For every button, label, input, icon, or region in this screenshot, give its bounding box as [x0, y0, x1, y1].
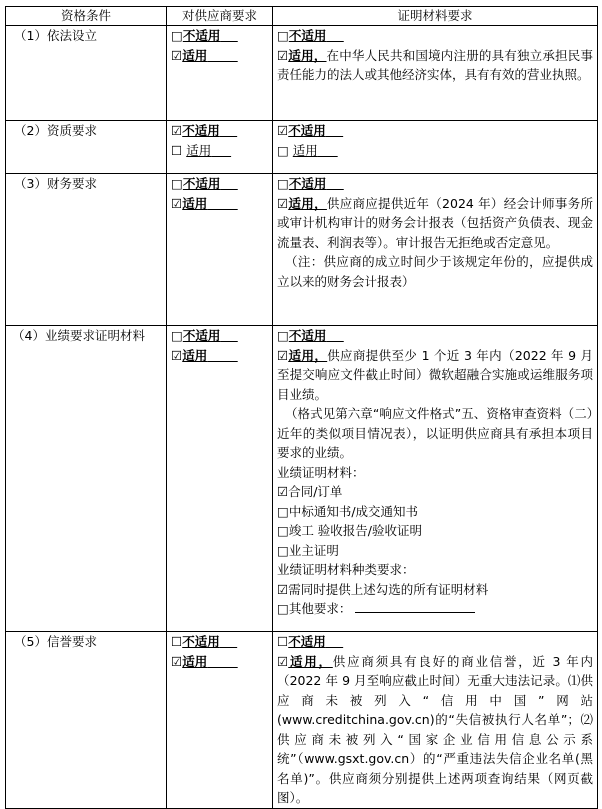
material-item: □业主证明 — [277, 542, 339, 558]
table-header-row — [6, 7, 598, 26]
option-not-applicable: □不适用 — [171, 328, 221, 343]
checkbox-icon: □ — [171, 328, 183, 343]
checked-box-icon: ☑ — [277, 484, 289, 499]
proof-applicable-text: ☑适用，在中华人民共和国境内注册的具有独立承担民事责任能力的法人或其他经济实体，具有有效的营业执照。 — [277, 47, 593, 82]
proof-applicable-text: ☑适用，供应商应提供近年（2024 年）经会计师事务所或审计机构审计的财务会计报表（包括资产负债表、现金流量表、利润表等）。审计报告无拒绝或否定意见。 — [277, 195, 593, 250]
checked-box-icon: ☑ — [171, 195, 183, 211]
checkbox-icon: □ — [277, 142, 289, 158]
option-not-applicable: □不适用 — [171, 28, 221, 43]
checkbox-icon: □ — [277, 542, 289, 558]
condition-cell — [6, 326, 167, 632]
condition-cell — [6, 26, 167, 121]
checked-box-icon: ☑ — [171, 47, 183, 63]
checked-box-icon: ☑ — [277, 581, 289, 597]
option-applicable: ☑适用 — [171, 653, 208, 669]
condition-label: （1）依法设立 — [14, 28, 97, 43]
checked-box-icon: ☑ — [277, 47, 289, 63]
option-applicable: ☐ 适用 — [171, 142, 212, 158]
supplier-requirement-cell — [167, 121, 273, 174]
condition-label: （5）信誉要求 — [14, 634, 97, 649]
checked-box-icon: ☑ — [171, 653, 183, 669]
proof-applicable: □ 适用 — [277, 142, 318, 158]
supplier-requirement-cell — [167, 632, 273, 809]
condition-cell — [6, 632, 167, 809]
option-not-applicable: ☐不适用 — [171, 634, 220, 649]
proof-not-applicable: ☑不适用 — [277, 123, 326, 138]
proof-note: （注：供应商的成立时间少于该规定年份的，应提供成立以来的财务会计报表） — [277, 254, 593, 289]
checkbox-icon: □ — [277, 601, 289, 616]
checkbox-icon: ☐ — [171, 142, 183, 158]
proof-cell — [273, 26, 598, 121]
option-applicable: ☑适用 — [171, 47, 208, 63]
supplier-requirement-cell — [167, 26, 273, 121]
checkbox-icon: □ — [277, 523, 289, 538]
header-proof-requirement: 证明材料要求 — [273, 7, 598, 26]
header-condition: 资格条件 — [6, 7, 167, 26]
checkbox-icon: □ — [277, 176, 289, 191]
option-applicable: ☑适用 — [171, 347, 208, 363]
supplier-requirement-cell — [167, 326, 273, 632]
checkbox-icon: □ — [171, 28, 183, 43]
checked-box-icon: ☑ — [171, 347, 183, 363]
table-row — [6, 632, 598, 809]
proof-cell — [273, 174, 598, 326]
kinds-title: 业绩证明材料种类要求： — [277, 562, 415, 577]
proof-not-applicable: □不适用 — [277, 28, 327, 43]
proof-applicable-text: ☑适用，供应商提供至少 1 个近 3 年内（2022 年 9 月至提交响应文件截止时间）微软超融合实施或运维服务项目业绩。 — [277, 347, 593, 402]
material-item: □竣工 验收报告/验收证明 — [277, 523, 422, 538]
condition-label: （2）资质要求 — [14, 123, 97, 138]
checkbox-icon: □ — [277, 328, 289, 343]
checked-box-icon: ☑ — [277, 653, 289, 669]
material-item: □中标通知书/成交通知书 — [277, 503, 419, 519]
supplier-requirement-cell — [167, 174, 273, 326]
table-row — [6, 26, 598, 121]
checked-box-icon: ☑ — [277, 195, 289, 211]
proof-cell — [273, 632, 598, 809]
qualification-table — [5, 6, 598, 809]
condition-label: （3）财务要求 — [14, 176, 97, 191]
proof-cell — [273, 326, 598, 632]
proof-not-applicable: □不适用 — [277, 176, 327, 191]
option-not-applicable: ☑不适用 — [171, 123, 220, 138]
proof-note: （格式见第六章“响应文件格式”五、资格审查资料（二）近年的类似项目情况表），以证明供应商具有承担本项目要求的业绩。 — [277, 406, 593, 460]
materials-title: 业绩证明材料： — [277, 464, 365, 480]
table-row — [6, 326, 598, 632]
table-row — [6, 121, 598, 174]
condition-label: （4）业绩要求证明材料 — [12, 328, 145, 343]
other-requirement-blank — [355, 600, 475, 613]
condition-cell — [6, 174, 167, 326]
kind-item: ☑需同时提供上述勾选的所有证明材料 — [277, 581, 489, 597]
proof-not-applicable: ☐不适用 — [277, 634, 326, 649]
checkbox-icon: ☐ — [277, 634, 289, 649]
option-not-applicable: □不适用 — [171, 176, 221, 191]
checked-box-icon: ☑ — [171, 123, 183, 138]
table-row — [6, 174, 598, 326]
proof-applicable-text: ☑适用，供应商须具有良好的商业信誉，近 3 年内（2022 年 9 月至响应截止时间）无重大违法记录。⑴供应商未被列入“信用中国”网站(www.creditchina.gov.cn)的“失信被执行人名单”；⑵供应商未被列入“国家企业信用信息公示系统”（www.gsxt.gov.cn）的“严重违法失信企业名单(黑名单)”。供应商须分别提供上述两项查询结果（网页截图）。 — [277, 653, 593, 805]
kind-item: □其他要求： — [277, 599, 593, 619]
qualification-document — [5, 6, 597, 809]
option-applicable: ☑适用 — [171, 195, 208, 211]
checked-box-icon: ☑ — [277, 347, 289, 363]
checkbox-icon: □ — [277, 28, 289, 43]
checkbox-icon: □ — [171, 176, 183, 191]
condition-cell — [6, 121, 167, 174]
checkbox-icon: ☐ — [171, 634, 183, 649]
checked-box-icon: ☑ — [277, 123, 289, 138]
proof-cell — [273, 121, 598, 174]
header-supplier-requirement: 对供应商要求 — [167, 7, 273, 26]
proof-not-applicable: □不适用 — [277, 328, 327, 343]
checkbox-icon: □ — [277, 503, 289, 519]
material-item: ☑合同/订单 — [277, 484, 343, 499]
